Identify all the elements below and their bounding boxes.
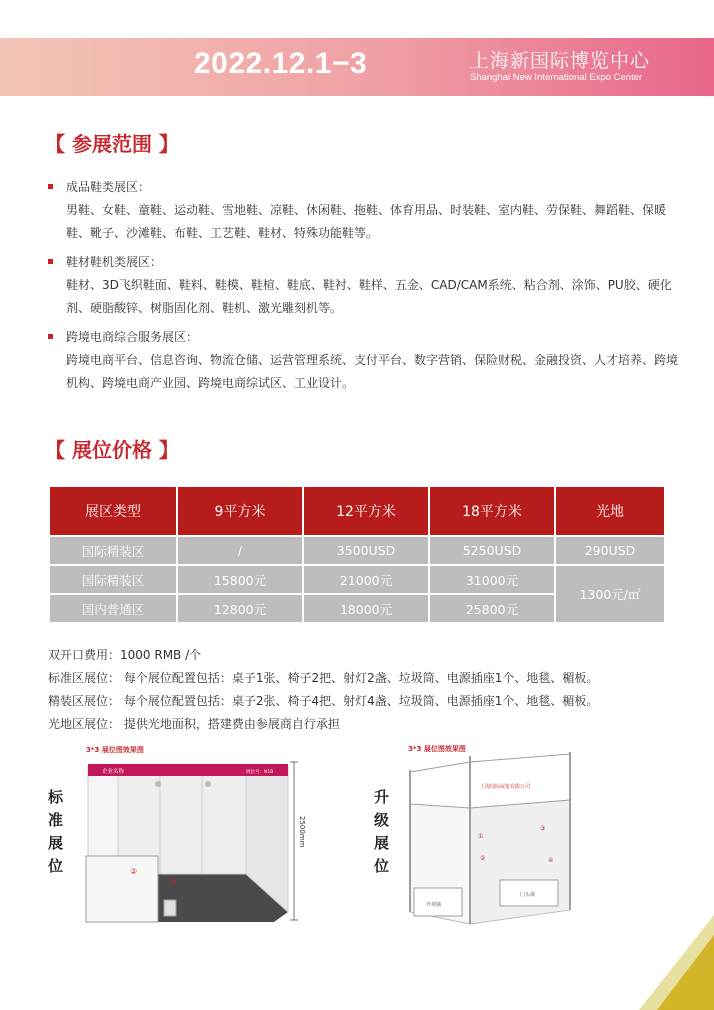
fascia-booth-no: 展位号：N1B xyxy=(246,770,274,775)
header-raw-space: 光地 xyxy=(555,486,665,536)
bullet-square-icon xyxy=(48,259,53,264)
corner-decoration xyxy=(639,915,714,1010)
header-9sqm: 9平方米 xyxy=(177,486,303,536)
label-char: 准 xyxy=(48,811,64,829)
scope-heading: 成品鞋类展区： xyxy=(66,180,151,194)
cell-9sqm: 15800元 xyxy=(177,565,303,594)
standard-booth-illustration xyxy=(78,744,308,929)
scope-item xyxy=(48,251,678,320)
standard-booth-caption: 3*3 展位图效果图 xyxy=(86,746,144,754)
mark-2: ② xyxy=(130,867,138,876)
upgraded-booth-caption: 3*3 展位图效果图 xyxy=(408,745,466,753)
label-char: 标 xyxy=(48,788,64,806)
price-table xyxy=(48,485,666,624)
bullet-square-icon xyxy=(48,334,53,339)
upgraded-booth-label xyxy=(374,786,390,878)
scope-title: 【 参展范围 】 xyxy=(45,132,179,156)
header-banner xyxy=(0,38,714,96)
table-row xyxy=(49,565,665,594)
cell-raw-space-shared: 1300元/㎡ xyxy=(555,565,665,623)
scope-heading: 跨境电商综合服务展区： xyxy=(66,330,199,344)
scope-heading: 鞋材鞋机类展区： xyxy=(66,255,163,269)
counter-left-label: 外观墙 xyxy=(426,902,442,908)
bullet-square-icon xyxy=(48,184,53,189)
mark-3: ③ xyxy=(170,877,178,886)
mark-4: ④ xyxy=(548,857,554,864)
note-line: 双开口费用：1000 RMB /个 xyxy=(48,648,202,662)
scope-item xyxy=(48,176,678,245)
venue-name-cn: 上海新国际博览中心 xyxy=(470,50,651,72)
venue-name-en: Shanghai New International Expo Center xyxy=(470,72,643,83)
scope-items: 跨境电商平台、信息咨询、物流仓储、运营管理系统、支付平台、数字营销、保险财税、金融投资、人才培养、跨境机构、跨境电商产业园、跨境电商综试区、工业设计。 xyxy=(66,353,679,390)
mark-3: ③ xyxy=(540,825,546,832)
event-date: 2022.12.1−3 xyxy=(194,47,368,80)
label-char: 升 xyxy=(374,788,390,806)
mark-2: ② xyxy=(480,855,486,862)
scope-items: 男鞋、女鞋、童鞋、运动鞋、雪地鞋、凉鞋、休闲鞋、拖鞋、体育用品、时装鞋、室内鞋、劳保鞋、舞蹈鞋、保暖鞋、靴子、沙滩鞋、布鞋、工艺鞋、鞋材、特殊功能鞋等。 xyxy=(66,203,667,240)
header-12sqm: 12平方米 xyxy=(303,486,429,536)
note-line: 标准区展位： 每个展位配置包括：桌子1张、椅子2把、射灯2盏、垃圾筒、电源插座1个、地毯、楣板。 xyxy=(48,671,599,685)
header-zone-type: 展区类型 xyxy=(49,486,177,536)
scope-list xyxy=(48,176,678,399)
booth-notes xyxy=(48,644,598,736)
label-char: 位 xyxy=(374,857,390,875)
label-char: 位 xyxy=(48,857,64,875)
height-dimension: 2500mm xyxy=(298,816,306,848)
label-char: 级 xyxy=(374,811,390,829)
pricing-title: 【 展位价格 】 xyxy=(45,438,179,462)
cell-12sqm: 18000元 xyxy=(303,594,429,623)
cell-9sqm: / xyxy=(177,536,303,565)
upgraded-booth-illustration xyxy=(400,742,580,932)
counter-right-label: 门头墙 xyxy=(520,892,536,898)
label-char: 展 xyxy=(48,834,64,852)
scope-items: 鞋材、3D飞织鞋面、鞋料、鞋模、鞋楦、鞋底、鞋衬、鞋样、五金、CAD/CAM系统、粘合剂、涂饰、PU胶、硬化剂、硬脂酸锌、树脂固化剂、鞋机、激光雕刻机等。 xyxy=(66,278,672,315)
scope-item xyxy=(48,326,678,395)
note-line: 精装区展位： 每个展位配置包括：桌子2张、椅子4把、射灯4盏、垃圾筒、电源插座1个、地毯、楣板。 xyxy=(48,694,599,708)
cell-18sqm: 5250USD xyxy=(429,536,555,565)
label-char: 展 xyxy=(374,834,390,852)
note-line: 光地区展位： 提供光地面积，搭建费由参展商自行承担 xyxy=(48,717,340,731)
standard-booth-label xyxy=(48,786,64,878)
cell-zone: 国际精装区 xyxy=(49,536,177,565)
cell-18sqm: 31000元 xyxy=(429,565,555,594)
cell-zone: 国际精装区 xyxy=(49,565,177,594)
cell-12sqm: 3500USD xyxy=(303,536,429,565)
cell-raw-space: 290USD xyxy=(555,536,665,565)
upgraded-fascia: 上海国际展览有限公司 xyxy=(480,784,531,790)
table-header-row xyxy=(49,486,665,536)
fascia-text: 企业名称 xyxy=(102,769,125,775)
table-row xyxy=(49,536,665,565)
cell-12sqm: 21000元 xyxy=(303,565,429,594)
cell-18sqm: 25800元 xyxy=(429,594,555,623)
header-18sqm: 18平方米 xyxy=(429,486,555,536)
cell-9sqm: 12800元 xyxy=(177,594,303,623)
mark-1: ① xyxy=(478,833,484,840)
cell-zone: 国内普通区 xyxy=(49,594,177,623)
